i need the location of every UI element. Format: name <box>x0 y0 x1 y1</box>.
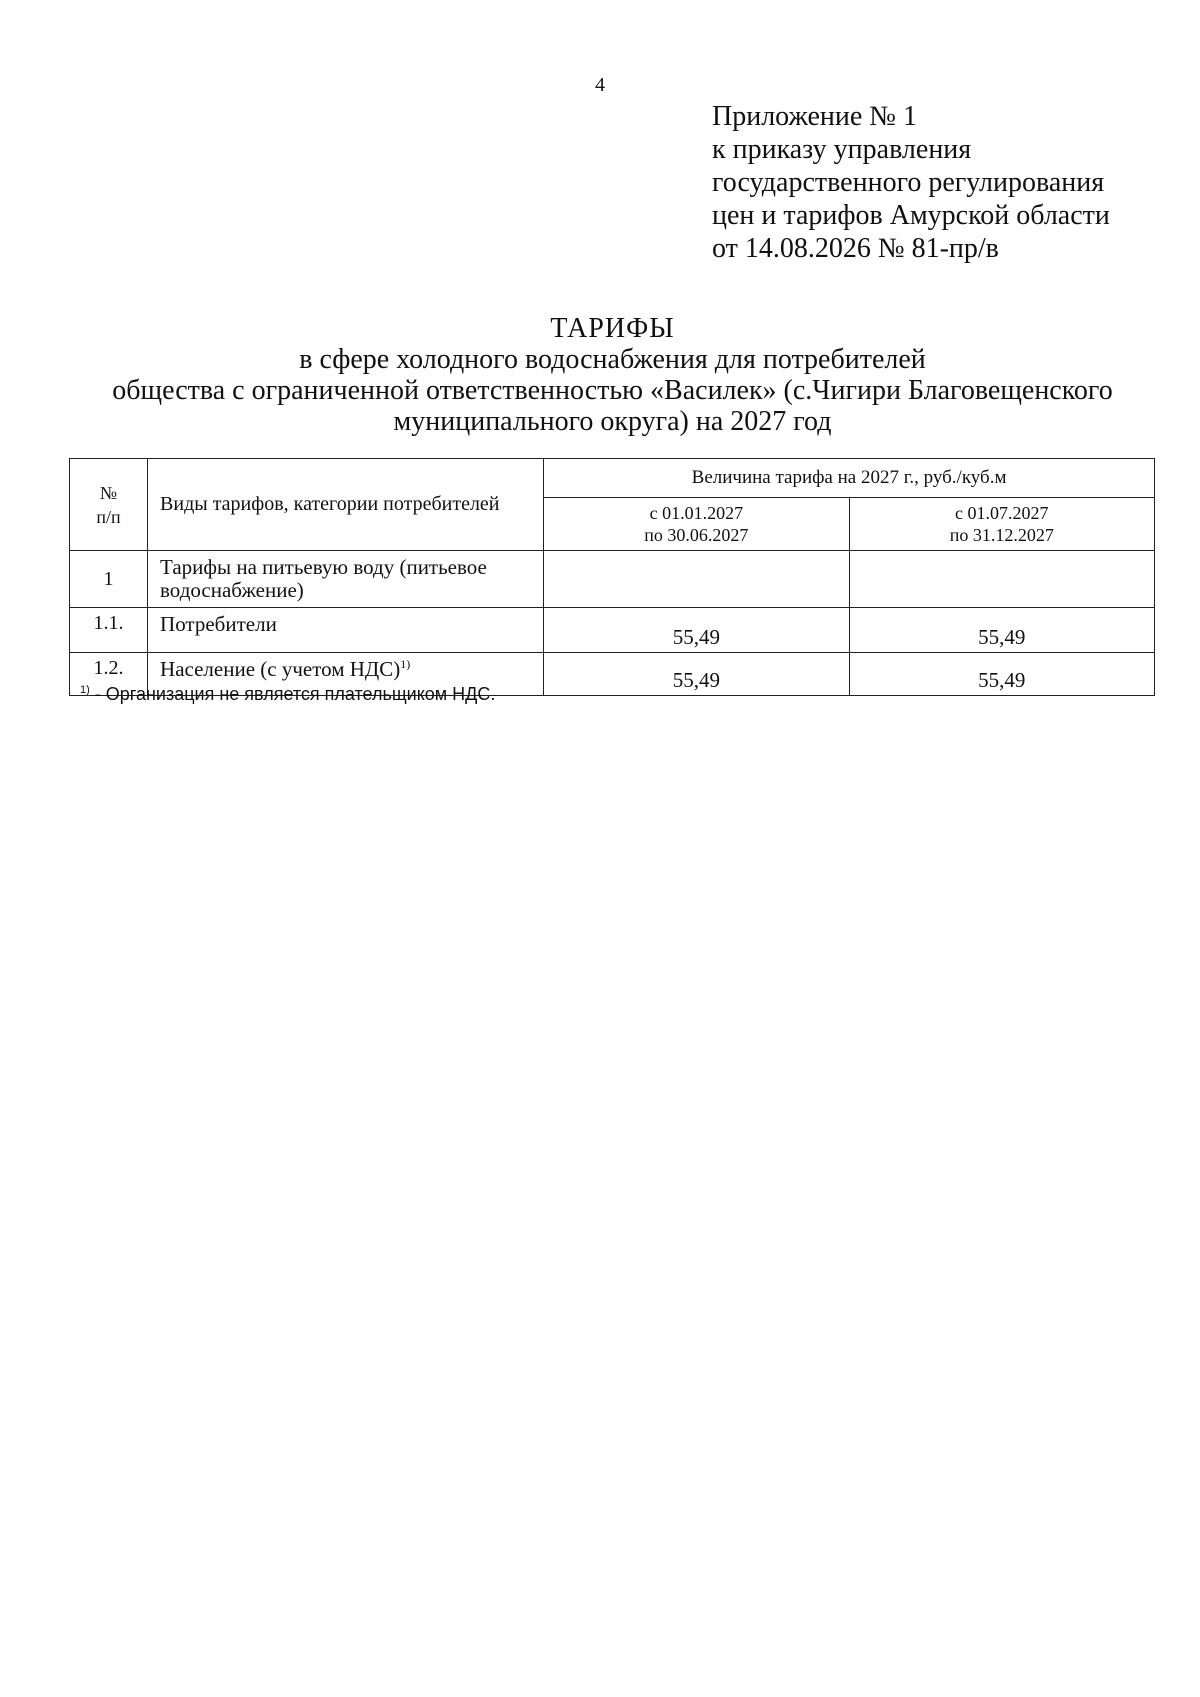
period-2-start: с 01.07.2027 <box>955 503 1049 523</box>
footnote-mark: 1) <box>80 684 90 696</box>
title-line: в сфере холодного водоснабжения для потребителей <box>299 344 926 375</box>
appendix-line: Приложение № 1 <box>712 101 917 132</box>
row-value-period-1 <box>544 608 849 653</box>
value-text: 55,49 <box>978 668 1026 692</box>
row-name-text: Население (с учетом НДС) <box>160 657 401 681</box>
footnote <box>80 684 495 705</box>
value-text: 55,49 <box>672 668 720 692</box>
header-period-2 <box>849 498 1154 551</box>
row-value-period-2 <box>849 653 1154 696</box>
row-value-period-2 <box>849 551 1154 608</box>
appendix-line: государственного регулирования <box>712 167 1105 198</box>
table-row <box>70 608 1155 653</box>
document-title <box>60 313 1165 437</box>
title-line: общества с ограниченной ответственностью «Василек» (с.Чигири Благовещенского <box>112 375 1113 406</box>
header-group: Величина тарифа на 2027 г., руб./куб.м <box>544 459 1155 498</box>
appendix-header <box>712 100 1110 265</box>
title-line: муниципального округа) на 2027 год <box>393 406 832 437</box>
period-1-start: с 01.01.2027 <box>649 503 744 523</box>
row-num: 1 <box>70 551 148 608</box>
header-period-1 <box>544 498 849 551</box>
tariff-table <box>69 458 1155 696</box>
period-1-end: по 30.06.2027 <box>644 525 749 545</box>
header-name: Виды тарифов, категории потребителей <box>148 459 544 551</box>
appendix-line: от 14.08.2026 № 81-пр/в <box>712 233 999 264</box>
footnote-ref: 1) <box>400 657 411 671</box>
header-num-line2: п/п <box>96 506 121 527</box>
row-name: Тарифы на питьевую воду (питьевое водоснабжение) <box>148 551 544 608</box>
row-value-period-2 <box>849 608 1154 653</box>
header-num <box>70 459 148 551</box>
header-num-line1: № <box>99 482 118 503</box>
row-name: Потребители <box>148 608 544 653</box>
value-text: 55,49 <box>672 625 720 649</box>
row-value-period-1 <box>544 653 849 696</box>
period-2-end: по 31.12.2027 <box>949 525 1054 545</box>
title-heading: ТАРИФЫ <box>550 313 675 344</box>
table-row <box>70 551 1155 608</box>
page-number: 4 <box>595 74 605 96</box>
appendix-line: цен и тарифов Амурской области <box>712 200 1110 231</box>
row-value-period-1 <box>544 551 849 608</box>
footnote-text: - Организация не является плательщиком НДС. <box>89 684 496 704</box>
value-text: 55,49 <box>978 625 1026 649</box>
row-num: 1.2. <box>70 653 148 696</box>
appendix-line: к приказу управления <box>712 134 972 165</box>
row-num: 1.1. <box>70 608 148 653</box>
